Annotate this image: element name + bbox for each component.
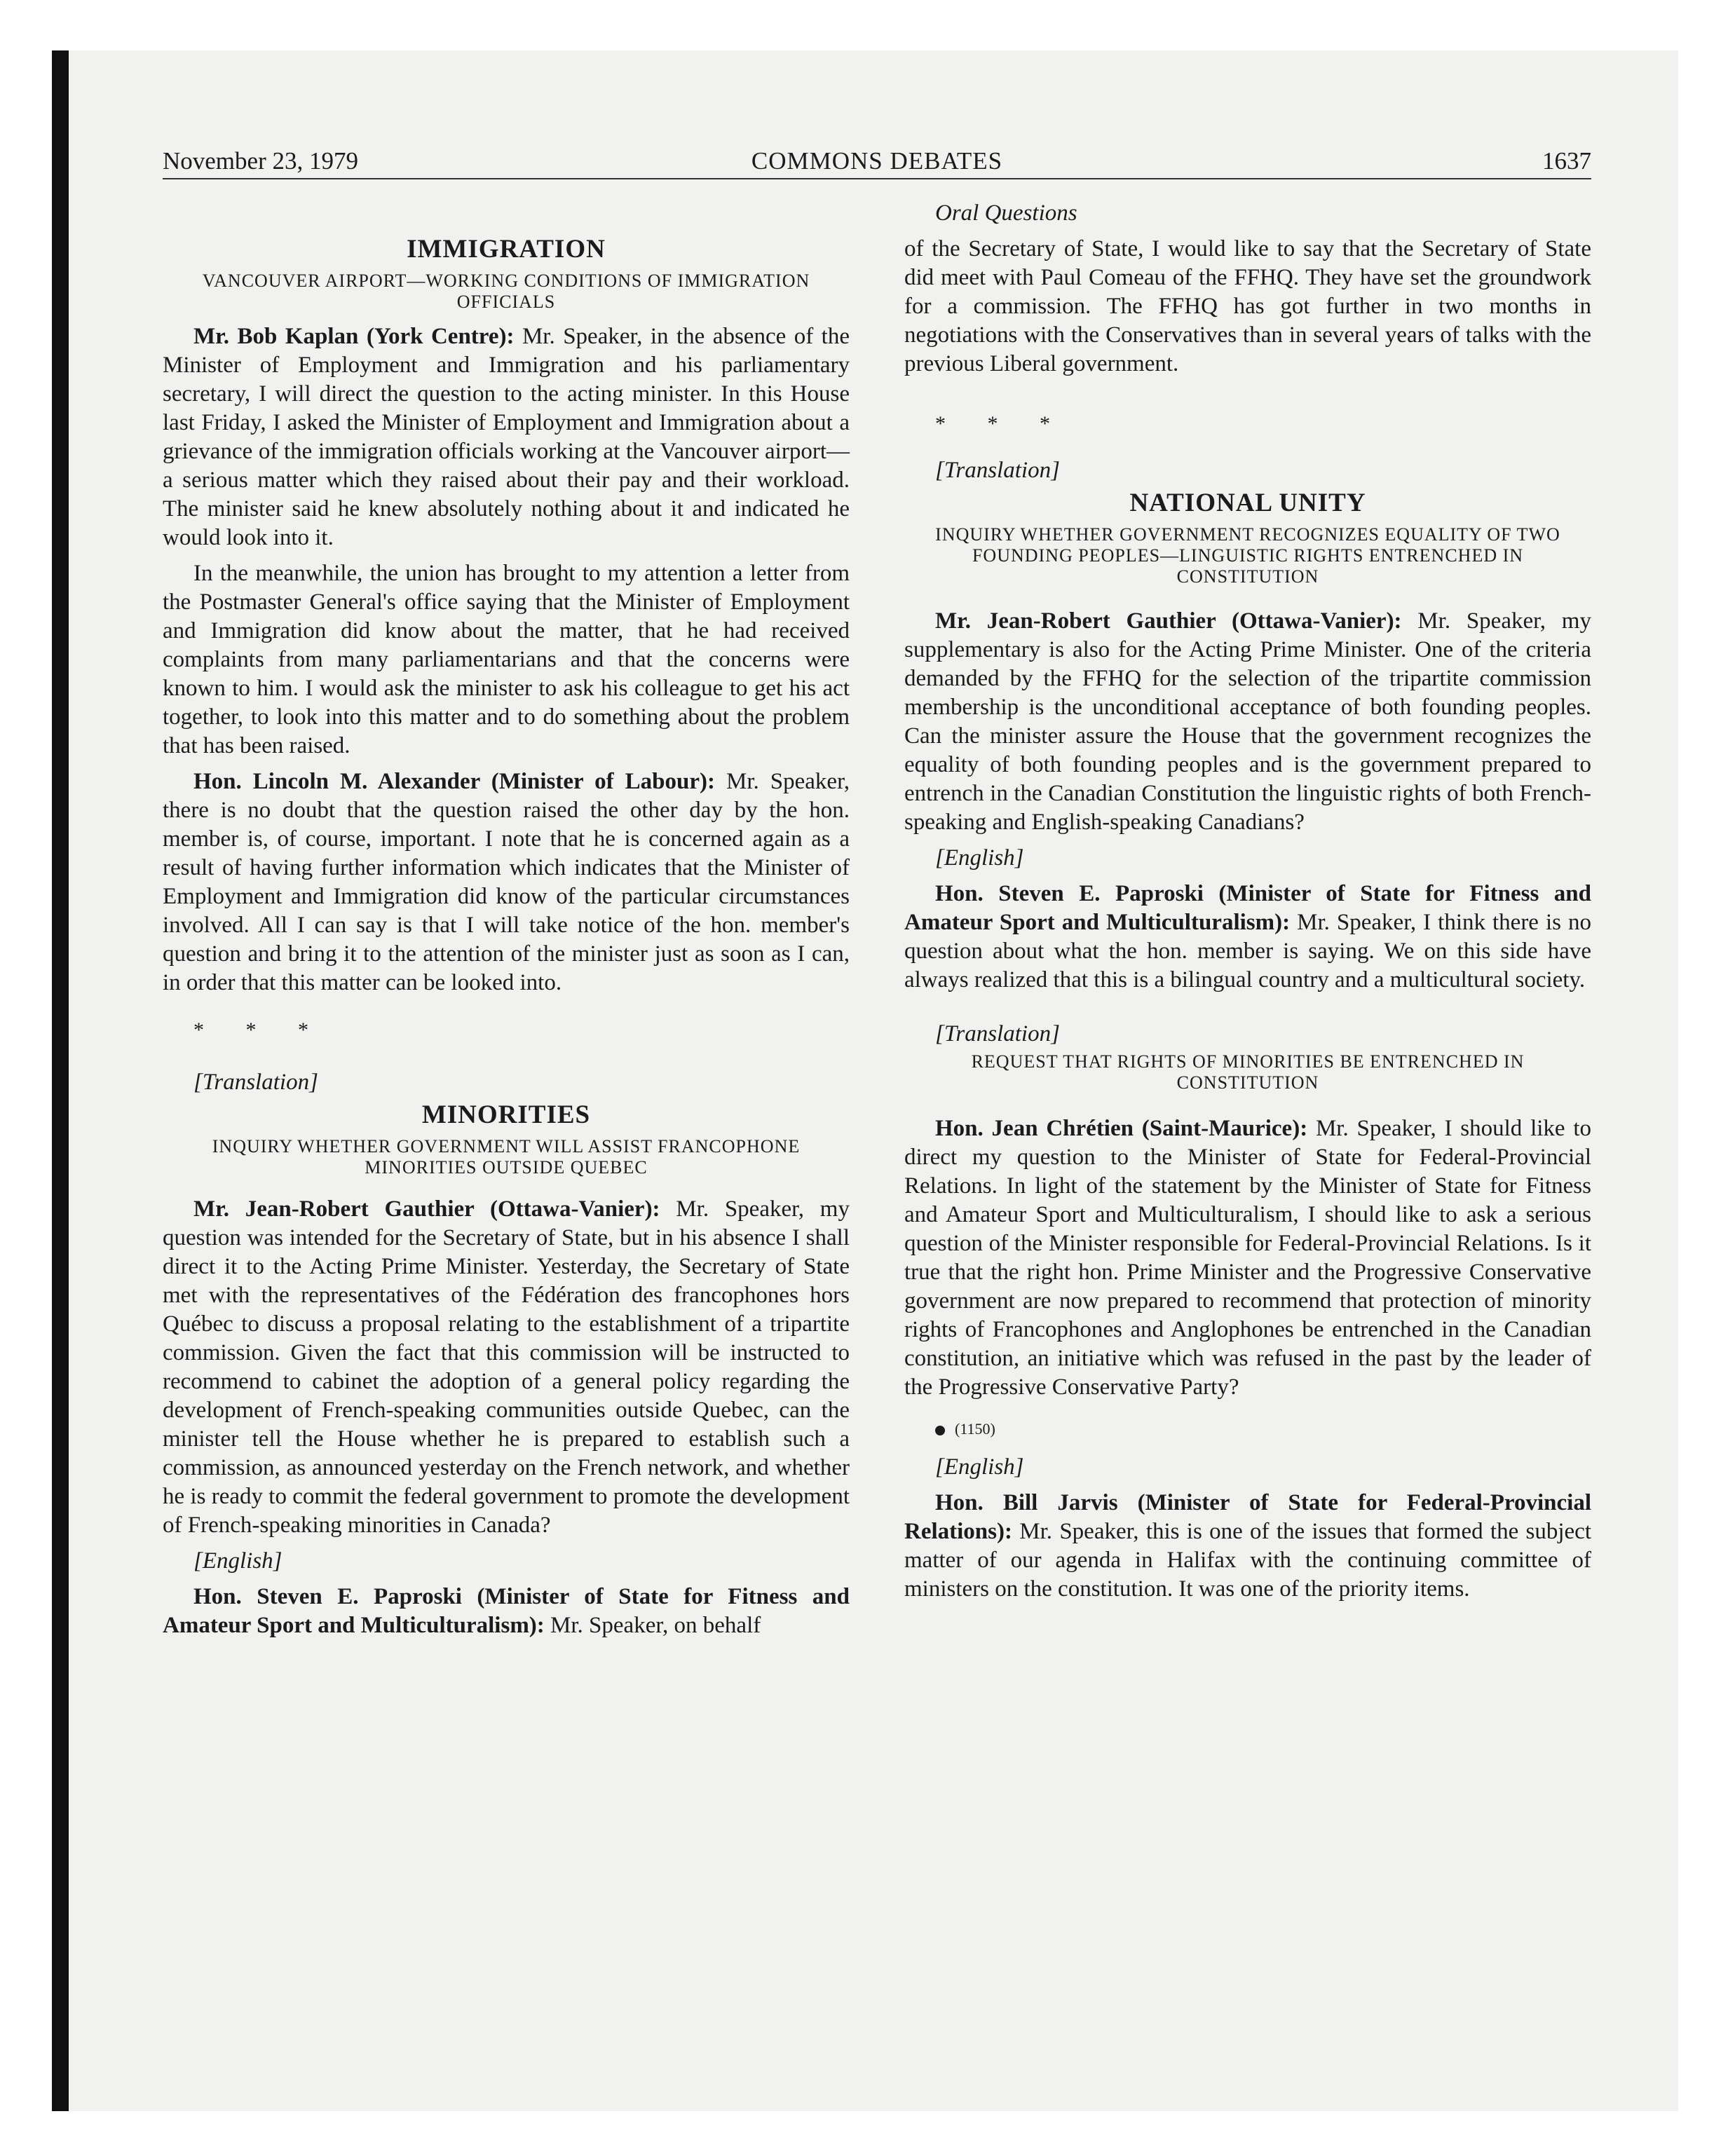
english-label: [English] [935, 1454, 1024, 1480]
english-label: [English] [935, 845, 1024, 871]
speaker-paproski: Hon. Steven E. Paproski (Minister of State for Fitness and Amateur Sport and Multiculturalism): [163, 1584, 850, 1638]
bullet-icon [935, 1426, 945, 1435]
speaker-paproski: Hon. Steven E. Paproski (Minister of State for Fitness and Amateur Sport and Multiculturalism): [904, 881, 1591, 935]
section-subtitle-minority-rights: REQUEST THAT RIGHTS OF MINORITIES BE ENTRENCHED IN CONSTITUTION [971, 1051, 1525, 1093]
section-separator: * * * [935, 412, 1068, 435]
gauthier-question: Mr. Jean-Robert Gauthier (Ottawa-Vanier): Mr. Speaker, my question was intended for the Secretary of State, but in his absence I shall direct it to the Acting Prime Minister. Yesterday, the Secretary of State met with the representatives of the Fédération des francophones hors Québec to discuss a proposal relating to the establishment of a tripartite commission. Given the fact that this commission will be instructed to recommend to cabinet the adoption of a general policy regarding the development of French-speaking communities outside Quebec, can the minister tell the House whether he is prepared to establish such a commission, as announced yesterday on the French network, and whether he is ready to commit the federal government to promote the development of French-speaking minorities in Canada? [163, 1196, 850, 1538]
section-separator: * * * [193, 1018, 327, 1042]
right-column [904, 200, 1592, 1604]
column-heading: Oral Questions [935, 200, 1077, 226]
kaplan-question: Mr. Bob Kaplan (York Centre): Mr. Speaker, in the absence of the Minister of Employment and Immigration and his parliamentary secretary, I will direct the question to the acting minister. In this House last Friday, I asked the Minister of Employment and Immigration about a grievance of the immigration officials working at the Vancouver airport—a serious matter which they raised about their pay and their workload. The minister said he knew absolutely nothing about it and indicated he would look into it. [163, 324, 850, 550]
jarvis-answer: Hon. Bill Jarvis (Minister of State for Federal-Provincial Relations): Mr. Speaker, this is one of the issues that formed the subject matter of our agenda in Halifax with the continuing committee of ministers on the constitution. It was one of the priority items. [904, 1490, 1591, 1602]
header-date: November 23, 1979 [163, 147, 358, 175]
running-header [163, 144, 1591, 179]
speaker-chretien: Hon. Jean Chrétien (Saint-Maurice): [935, 1116, 1308, 1141]
left-column [163, 203, 850, 1640]
section-subtitle-immigration: VANCOUVER AIRPORT—WORKING CONDITIONS OF IMMIGRATION OFFICIALS [202, 271, 810, 312]
paproski-reply: Hon. Steven E. Paproski (Minister of State for Fitness and Amateur Sport and Multiculturalism): Mr. Speaker, I think there is no question about what the hon. member is saying. We on this side have always realized that this is a bilingual country and a multicultural society. [904, 881, 1592, 992]
section-subtitle-national-unity: INQUIRY WHETHER GOVERNMENT RECOGNIZES EQUALITY OF TWO FOUNDING PEOPLES—LINGUISTIC RIGHTS ENTRENCHED IN CONSTITUTION [935, 524, 1560, 587]
time-marker: (1150) [904, 1414, 1591, 1443]
section-subtitle-minorities: INQUIRY WHETHER GOVERNMENT WILL ASSIST FRANCOPHONE MINORITIES OUTSIDE QUEBEC [212, 1136, 801, 1178]
speaker-gauthier: Mr. Jean-Robert Gauthier (Ottawa-Vanier): [935, 608, 1402, 634]
speaker-kaplan: Mr. Bob Kaplan (York Centre): [193, 324, 515, 349]
section-title-national-unity: NATIONAL UNITY [1129, 489, 1366, 517]
binding-edge [52, 50, 69, 2111]
header-publication: COMMONS DEBATES [751, 147, 1003, 175]
speaker-gauthier: Mr. Jean-Robert Gauthier (Ottawa-Vanier): [193, 1196, 660, 1222]
translation-label: [Translation] [935, 1021, 1060, 1046]
alexander-answer: Hon. Lincoln M. Alexander (Minister of Labour): Mr. Speaker, there is no doubt that the question raised the other day by the hon. member is, of course, important. I note that he is concerned again as a result of having further information which indicates that the Minister of Employment and Immigration did know of the particular circumstances involved. All I can say is that I will take notice of the hon. member's question and bring it to the attention of the minister just as soon as I can, in order that this matter can be looked into. [163, 769, 850, 995]
paproski-answer: Hon. Steven E. Paproski (Minister of State for Fitness and Amateur Sport and Multiculturalism): Mr. Speaker, on behalf [163, 1584, 850, 1638]
speaker-jarvis: Hon. Bill Jarvis (Minister of State for Federal-Provincial Relations): [904, 1490, 1591, 1544]
english-label: [English] [193, 1548, 283, 1574]
section-title-minorities: MINORITIES [421, 1100, 591, 1129]
header-page-number: 1637 [1542, 147, 1591, 175]
speaker-alexander: Hon. Lincoln M. Alexander (Minister of Labour): [193, 769, 715, 794]
gauthier-supplementary: Mr. Jean-Robert Gauthier (Ottawa-Vanier): Mr. Speaker, my supplementary is also for the Acting Prime Minister. One of the criteria demanded by the FFHQ for the selection of the tripartite commission membership is the unconditional acceptance of both founding peoples. Can the minister assure the House that the government recognizes the equality of both founding peoples and is the government prepared to entrench in the Canadian Constitution the linguistic rights of both French-speaking and English-speaking Canadians? [904, 608, 1591, 835]
paproski-answer-continued: of the Secretary of State, I would like to say that the Secretary of State did meet with Paul Comeau of the FFHQ. They have set the groundwork for a commission. The FFHQ has got further in two months in negotiations with the Conservatives than in several years of talks with the previous Liberal government. [904, 236, 1591, 376]
hansard-page [163, 144, 1591, 2065]
chretien-question: Hon. Jean Chrétien (Saint-Maurice): Mr. Speaker, I should like to direct my question to the Minister of State for Federal-Provincial Relations. In light of the statement by the Minister of State for Fitness and Amateur Sport and Multiculturalism, I should like to ask a serious question of the Minister responsible for Federal-Provincial Relations. Is it true that the right hon. Prime Minister and the Progressive Conservative government are now prepared to recommend that protection of minority rights of Francophones and Anglophones be entrenched in the Canadian constitution, an initiative which was refused in the past by the leader of the Progressive Conservative Party? [904, 1116, 1591, 1400]
kaplan-question-continued: In the meanwhile, the union has brought to my attention a letter from the Postmaster General's office saying that the Minister of Employment and Immigration did know about the matter, that he had received complaints from many parliamentarians and that the concerns were known to him. I would ask the minister to ask his colleague to get his act together, to look into this matter and to do something about the problem that has been raised. [163, 561, 850, 758]
translation-label: [Translation] [935, 458, 1060, 483]
section-title-immigration: IMMIGRATION [407, 235, 606, 264]
translation-label: [Translation] [193, 1070, 318, 1095]
